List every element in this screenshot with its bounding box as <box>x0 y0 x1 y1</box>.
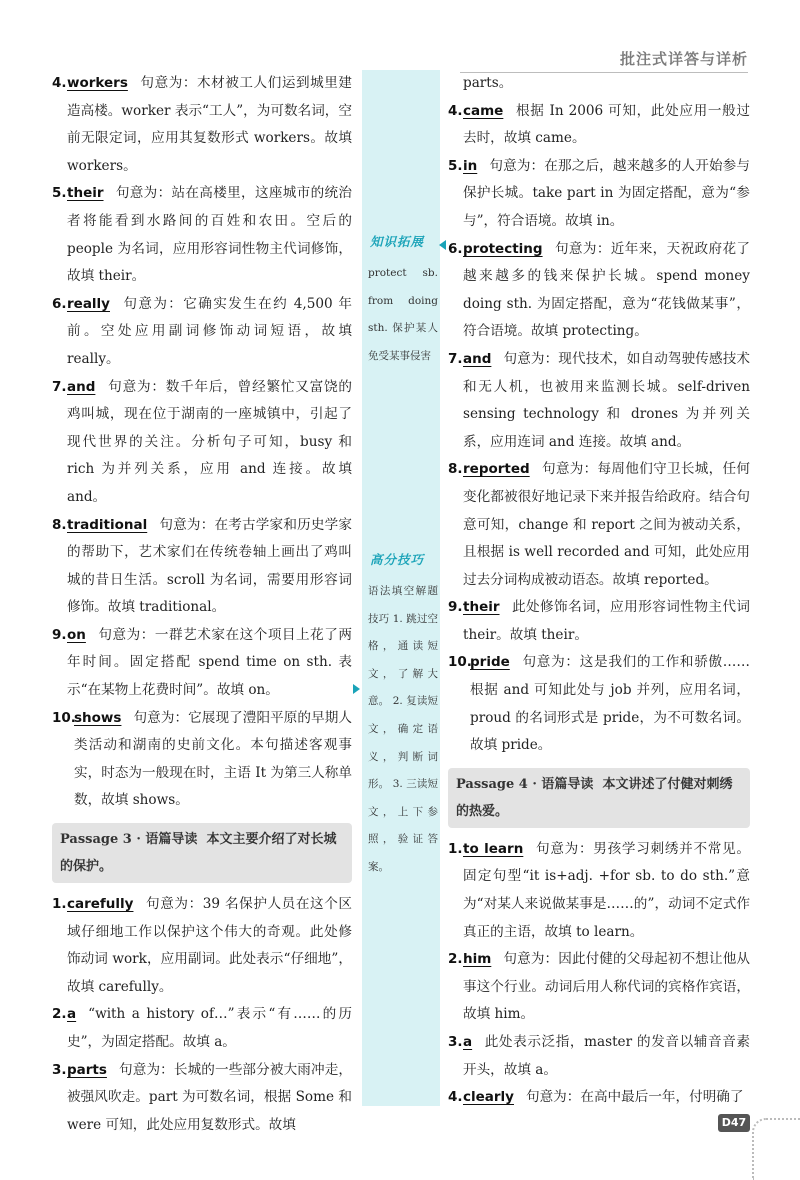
answer-item <box>52 622 352 705</box>
answer-item <box>448 836 750 946</box>
answer-item <box>448 153 750 236</box>
answer-word: a <box>463 1034 473 1050</box>
answer-item <box>448 346 750 456</box>
answer-item <box>448 649 750 759</box>
answer-item <box>52 512 352 622</box>
item-number: 1. <box>448 840 463 857</box>
answer-word: reported <box>463 461 530 478</box>
explanation: 句意为：木材被工人们运到城里建造高楼。worker 表示“工人”，为可数名词，空前无限定词，应用其复数形式 workers。故填 workers。 <box>67 75 352 174</box>
explanation: “with a history of…”表示“有……的历史”，为固定搭配。故填 a。 <box>67 1006 352 1050</box>
answer-word: and <box>67 378 96 395</box>
explanation: 句意为：在那之后，越来越多的人开始参与保护长城。take part in 为固定搭配，意为“参与”，符合语境。故填 in。 <box>463 157 750 229</box>
explanation: 句意为：男孩学习刺绣并不常见。固定句型“it is+adj. +for sb. to do sth.”意为“对某人来说做某事是……的”，动词不定式作真正的主语，故填 to learn。 <box>463 840 750 940</box>
explanation: 句意为：在高中最后一年，付明确了 <box>525 1089 744 1106</box>
answer-item <box>52 1001 352 1056</box>
passage-name: Passage 3 · 语篇导读 <box>60 832 198 848</box>
explanation: 句意为：因此付健的父母起初不想让他从事这个行业。动词后用人称代词的宾格作宾语，故填 him。 <box>463 951 750 1023</box>
item-number: 7. <box>52 378 67 395</box>
explanation: 句意为：长城的一些部分被大雨冲走，被强风吹走。part 为可数名词，根据 Some 和 were 可知，此处应用复数形式。故填 <box>67 1061 352 1133</box>
explanation: 句意为：它展现了澧阳平原的早期人类活动和湖南的史前文化。本句描述客观事实，时态为一般现在时，主语 It 为第三人称单数，故填 shows。 <box>74 709 352 809</box>
answer-item <box>448 594 750 649</box>
answer-word: protecting <box>463 240 543 257</box>
answer-word: parts <box>67 1061 107 1078</box>
annotation-sidebar <box>362 70 440 1106</box>
answer-item <box>448 1084 750 1112</box>
explanation: 句意为：每周他们守卫长城，任何变化都被很好地记录下来并报告给政府。结合句意可知，change 和 report 之间为被动关系，且根据 is well recorded and 可知，此处应用过去分词构成被动语态。故填 reported。 <box>463 461 750 588</box>
explanation: 句意为：它确实发生在约 4,500 年前。空处应用副词修饰动词短语，故填 really。 <box>67 295 352 367</box>
passage-name: Passage 4 · 语篇导读 <box>456 776 594 792</box>
item-number: 10. <box>448 654 472 671</box>
explanation: 此处表示泛指，master 的发音以辅音音素开头，故填 a。 <box>463 1034 750 1078</box>
passage-summary: 本文主要介绍了对长城的保护。 <box>60 832 337 875</box>
item-number: 9. <box>52 626 67 643</box>
item-number: 2. <box>448 951 463 968</box>
arrow-left-icon <box>439 240 446 250</box>
explanation: 句意为：数千年后，曾经繁忙又富饶的鸡叫城，现在位于湖南的一座城镇中，引起了现代世界的关注。分析句子可知，busy 和 rich 为并列关系，应用 and 连接。故填 and。 <box>67 378 352 505</box>
item-number: 7. <box>448 350 463 367</box>
answer-item <box>52 705 352 815</box>
item-number: 5. <box>52 185 67 202</box>
item-number: 6. <box>52 295 67 312</box>
explanation: 此处修饰名词，应用形容词性物主代词 their。故填 their。 <box>463 599 750 643</box>
knowledge-text: protect sb. from doing sth. 保护某人免受某事侵害 <box>368 267 438 362</box>
left-column <box>52 70 352 1139</box>
answer-word: pride <box>470 654 510 671</box>
answer-word: him <box>463 951 492 968</box>
item-number: 8. <box>52 516 67 533</box>
item-number: 8. <box>448 461 463 478</box>
answer-item <box>52 374 352 512</box>
item-number: 4. <box>448 102 463 119</box>
answer-word: and <box>463 350 492 367</box>
answer-word: their <box>67 185 104 202</box>
tips-text: 语法填空解题技巧 1. 跳过空格，通读短文，了解大意。 2. 复读短文，确定语义，判断词形。 3. 三读短文，上下参照，验证答案。 <box>368 585 438 873</box>
knowledge-title: 知识拓展 <box>370 234 425 249</box>
item-number: 5. <box>448 157 463 174</box>
item-number: 1. <box>52 896 67 913</box>
tips-title: 高分技巧 <box>370 552 425 567</box>
explanation: 句意为：一群艺术家在这个项目上花了两年时间。固定搭配 spend time on sth. 表示“在某物上花费时间”。故填 on。 <box>67 626 352 699</box>
answer-item <box>52 70 352 180</box>
item-number: 4. <box>448 1089 463 1106</box>
answer-word: clearly <box>463 1089 514 1106</box>
item-number: 3. <box>52 1061 67 1078</box>
answer-item <box>52 891 352 1001</box>
continuation-text: parts。 <box>463 75 513 91</box>
answer-word: traditional <box>67 516 148 533</box>
item-number: 9. <box>448 599 463 616</box>
item-number: 10. <box>52 709 76 726</box>
passage-4-guide <box>448 768 750 828</box>
answer-word: workers <box>67 75 128 91</box>
item-number: 3. <box>448 1034 463 1050</box>
answer-word: really <box>67 295 110 312</box>
answer-word: in <box>463 157 478 174</box>
answer-word: to learn <box>463 840 524 857</box>
right-column <box>448 70 750 1112</box>
explanation: 句意为：这是我们的工作和骄傲…… 根据 and 可知此处与 job 并列，应用名词，proud 的名词形式是 pride，为不可数名词。故填 pride。 <box>470 654 750 754</box>
explanation: 句意为：站在高楼里，这座城市的统治者将能看到水路间的百姓和农田。空后的 people 为名词，应用形容词性物主代词修饰，故填 their。 <box>67 185 352 285</box>
page-number: D47 <box>718 1114 750 1132</box>
answer-word: came <box>463 102 504 119</box>
item-number: 6. <box>448 240 463 257</box>
page-header-title: 批注式详答与详析 <box>619 50 748 68</box>
answer-word: their <box>463 599 500 616</box>
answer-word: shows <box>74 709 122 726</box>
answer-item <box>52 291 352 374</box>
answer-item <box>448 236 750 346</box>
explanation: 句意为：在考古学家和历史学家的帮助下，艺术家们在传统卷轴上画出了鸡叫城的昔日生活。scroll 为名词，需要用形容词修饰。故填 traditional。 <box>67 516 352 616</box>
passage-3-guide <box>52 823 352 883</box>
answer-item <box>448 1029 750 1084</box>
explanation: 句意为：现代技术，如自动驾驶传感技术和无人机，也被用来监测长城。self-driven sensing technology 和 drones 为并列关系，应用连词 and 连接。故填 and。 <box>463 350 750 450</box>
answer-word: carefully <box>67 896 134 913</box>
answer-item <box>448 98 750 153</box>
explanation: 句意为：39 名保护人员在这个区域仔细地工作以保护这个伟大的奇观。此处修饰动词 work，应用副词。此处表示“仔细地”，故填 carefully。 <box>67 896 352 995</box>
page-corner-decoration <box>752 1118 800 1180</box>
answer-item <box>52 1057 352 1140</box>
arrow-right-icon <box>353 684 360 694</box>
explanation: 句意为：近年来，天祝政府花了越来越多的钱来保护长城。spend money doing sth. 为固定搭配，意为“花钱做某事”，符合语境。故填 protecting。 <box>463 240 750 340</box>
answer-item <box>448 456 750 594</box>
answer-word: a <box>67 1006 77 1023</box>
item-number: 4. <box>52 75 67 91</box>
answer-item <box>52 180 352 290</box>
answer-word: on <box>67 626 86 643</box>
item-number: 2. <box>52 1006 67 1023</box>
answer-item <box>448 946 750 1029</box>
explanation: 根据 In 2006 可知，此处应用一般过去时，故填 came。 <box>463 102 750 147</box>
passage-summary: 本文讲述了付健对刺绣的热爱。 <box>456 776 733 819</box>
